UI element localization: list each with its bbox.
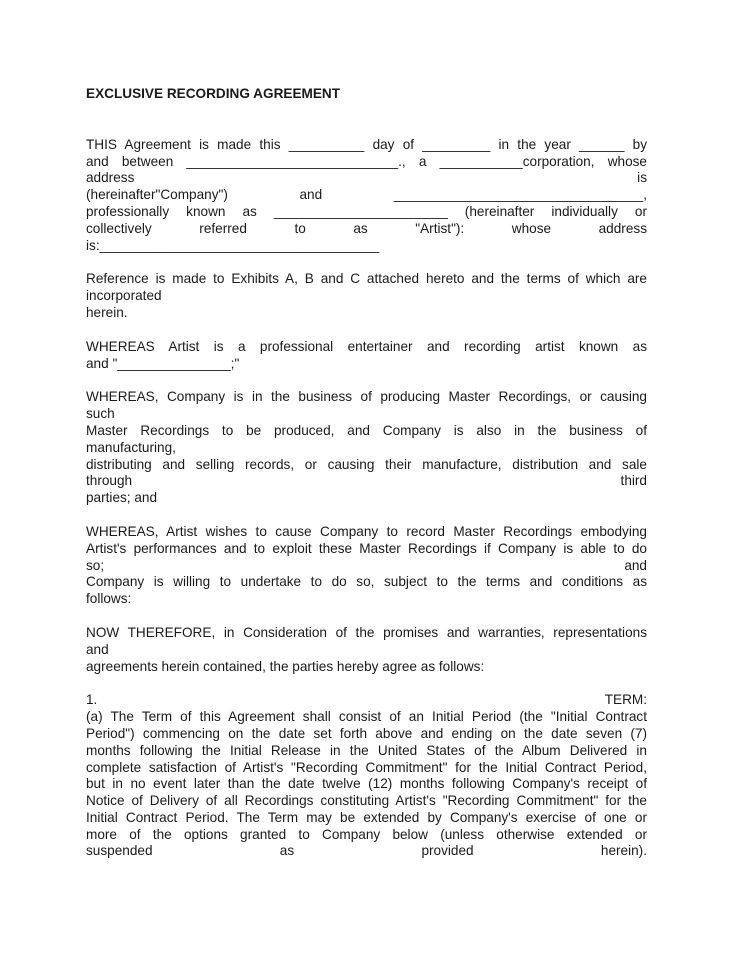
paragraph-line: but in no event later than the date twelve (12) months following Company's receipt of (86, 776, 647, 792)
paragraph-line: distributing and selling records, or causing their manufacture, distribution and sale (86, 456, 647, 472)
paragraph-line: parties; and (86, 490, 158, 506)
paragraph-line: WHEREAS Artist is a professional entertainer and recording artist known as (86, 338, 647, 354)
paragraph-line: (a) The Term of this Agreement shall consist of an Initial Period (the "Initial Contract (86, 709, 647, 725)
paragraph-line: so; and (86, 557, 647, 573)
paragraph-line: address is (86, 170, 647, 186)
paragraph-line: such (86, 406, 115, 422)
paragraph (86, 137, 647, 255)
paragraph-line: collectively referred to as "Artist"): whose address (86, 220, 647, 236)
paragraph (86, 524, 647, 608)
paragraph (86, 692, 647, 860)
paragraph-line: professionally known as _______________________ (hereinafter individually or (86, 203, 647, 219)
paragraph-line: Initial Contract Period. The Term may be extended by Company's exercise of one or (86, 809, 647, 825)
paragraph-line: and "_______________;" (86, 355, 240, 371)
paragraph-line: is:_____________________________________ (86, 237, 380, 253)
document-title: EXCLUSIVE RECORDING AGREEMENT (86, 86, 341, 101)
paragraph-list (86, 137, 647, 860)
paragraph-line: WHEREAS, Artist wishes to cause Company to record Master Recordings embodying (86, 523, 647, 539)
paragraph-line: NOW THEREFORE, in Consideration of the promises and warranties, representations (86, 624, 647, 640)
paragraph (86, 339, 647, 373)
paragraph (86, 271, 647, 321)
paragraph-line: Master Recordings to be produced, and Company is also in the business of (86, 422, 647, 438)
paragraph-line: and (86, 641, 109, 657)
paragraph-line: herein. (86, 304, 128, 320)
paragraph-line: agreements herein contained, the parties hereby agree as follows: (86, 658, 485, 674)
paragraph-line: suspended as provided herein). (86, 843, 647, 859)
paragraph (86, 625, 647, 675)
paragraph-line: complete satisfaction of Artist's "Recording Commitment" for the Initial Contract Period, (86, 759, 647, 775)
paragraph-line: Reference is made to Exhibits A, B and C attached hereto and the terms of which are (86, 271, 647, 287)
paragraph-line: Artist's performances and to exploit these Master Recordings if Company is able to do (86, 540, 647, 556)
paragraph-line: THIS Agreement is made this __________ day of _________ in the year ______ by (86, 136, 647, 152)
paragraph-line: through third (86, 473, 647, 489)
paragraph-line: manufacturing, (86, 439, 176, 455)
paragraph-line: months following the Initial Release in the United States of the Album Delivered in (86, 742, 647, 758)
paragraph-line: more of the options granted to Company below (unless otherwise extended or (86, 826, 647, 842)
paragraph-line: and between ____________________________., a ___________corporation, whose (86, 153, 647, 169)
paragraph-line: Period") commencing on the date set forth above and ending on the date seven (7) (86, 725, 647, 741)
paragraph-line: 1. TERM: (86, 692, 647, 708)
paragraph-line: incorporated (86, 288, 162, 304)
paragraph (86, 389, 647, 507)
paragraph-line: WHEREAS, Company is in the business of producing Master Recordings, or causing (86, 389, 647, 405)
paragraph-line: follows: (86, 591, 132, 607)
paragraph-line: Company is willing to undertake to do so, subject to the terms and conditions as (86, 574, 647, 590)
paragraph-line: (hereinafter"Company") and _________________________________, (86, 187, 647, 203)
paragraph-line: Notice of Delivery of all Recordings constituting Artist's "Recording Commitment" for the (86, 793, 647, 809)
document-body (86, 86, 647, 877)
